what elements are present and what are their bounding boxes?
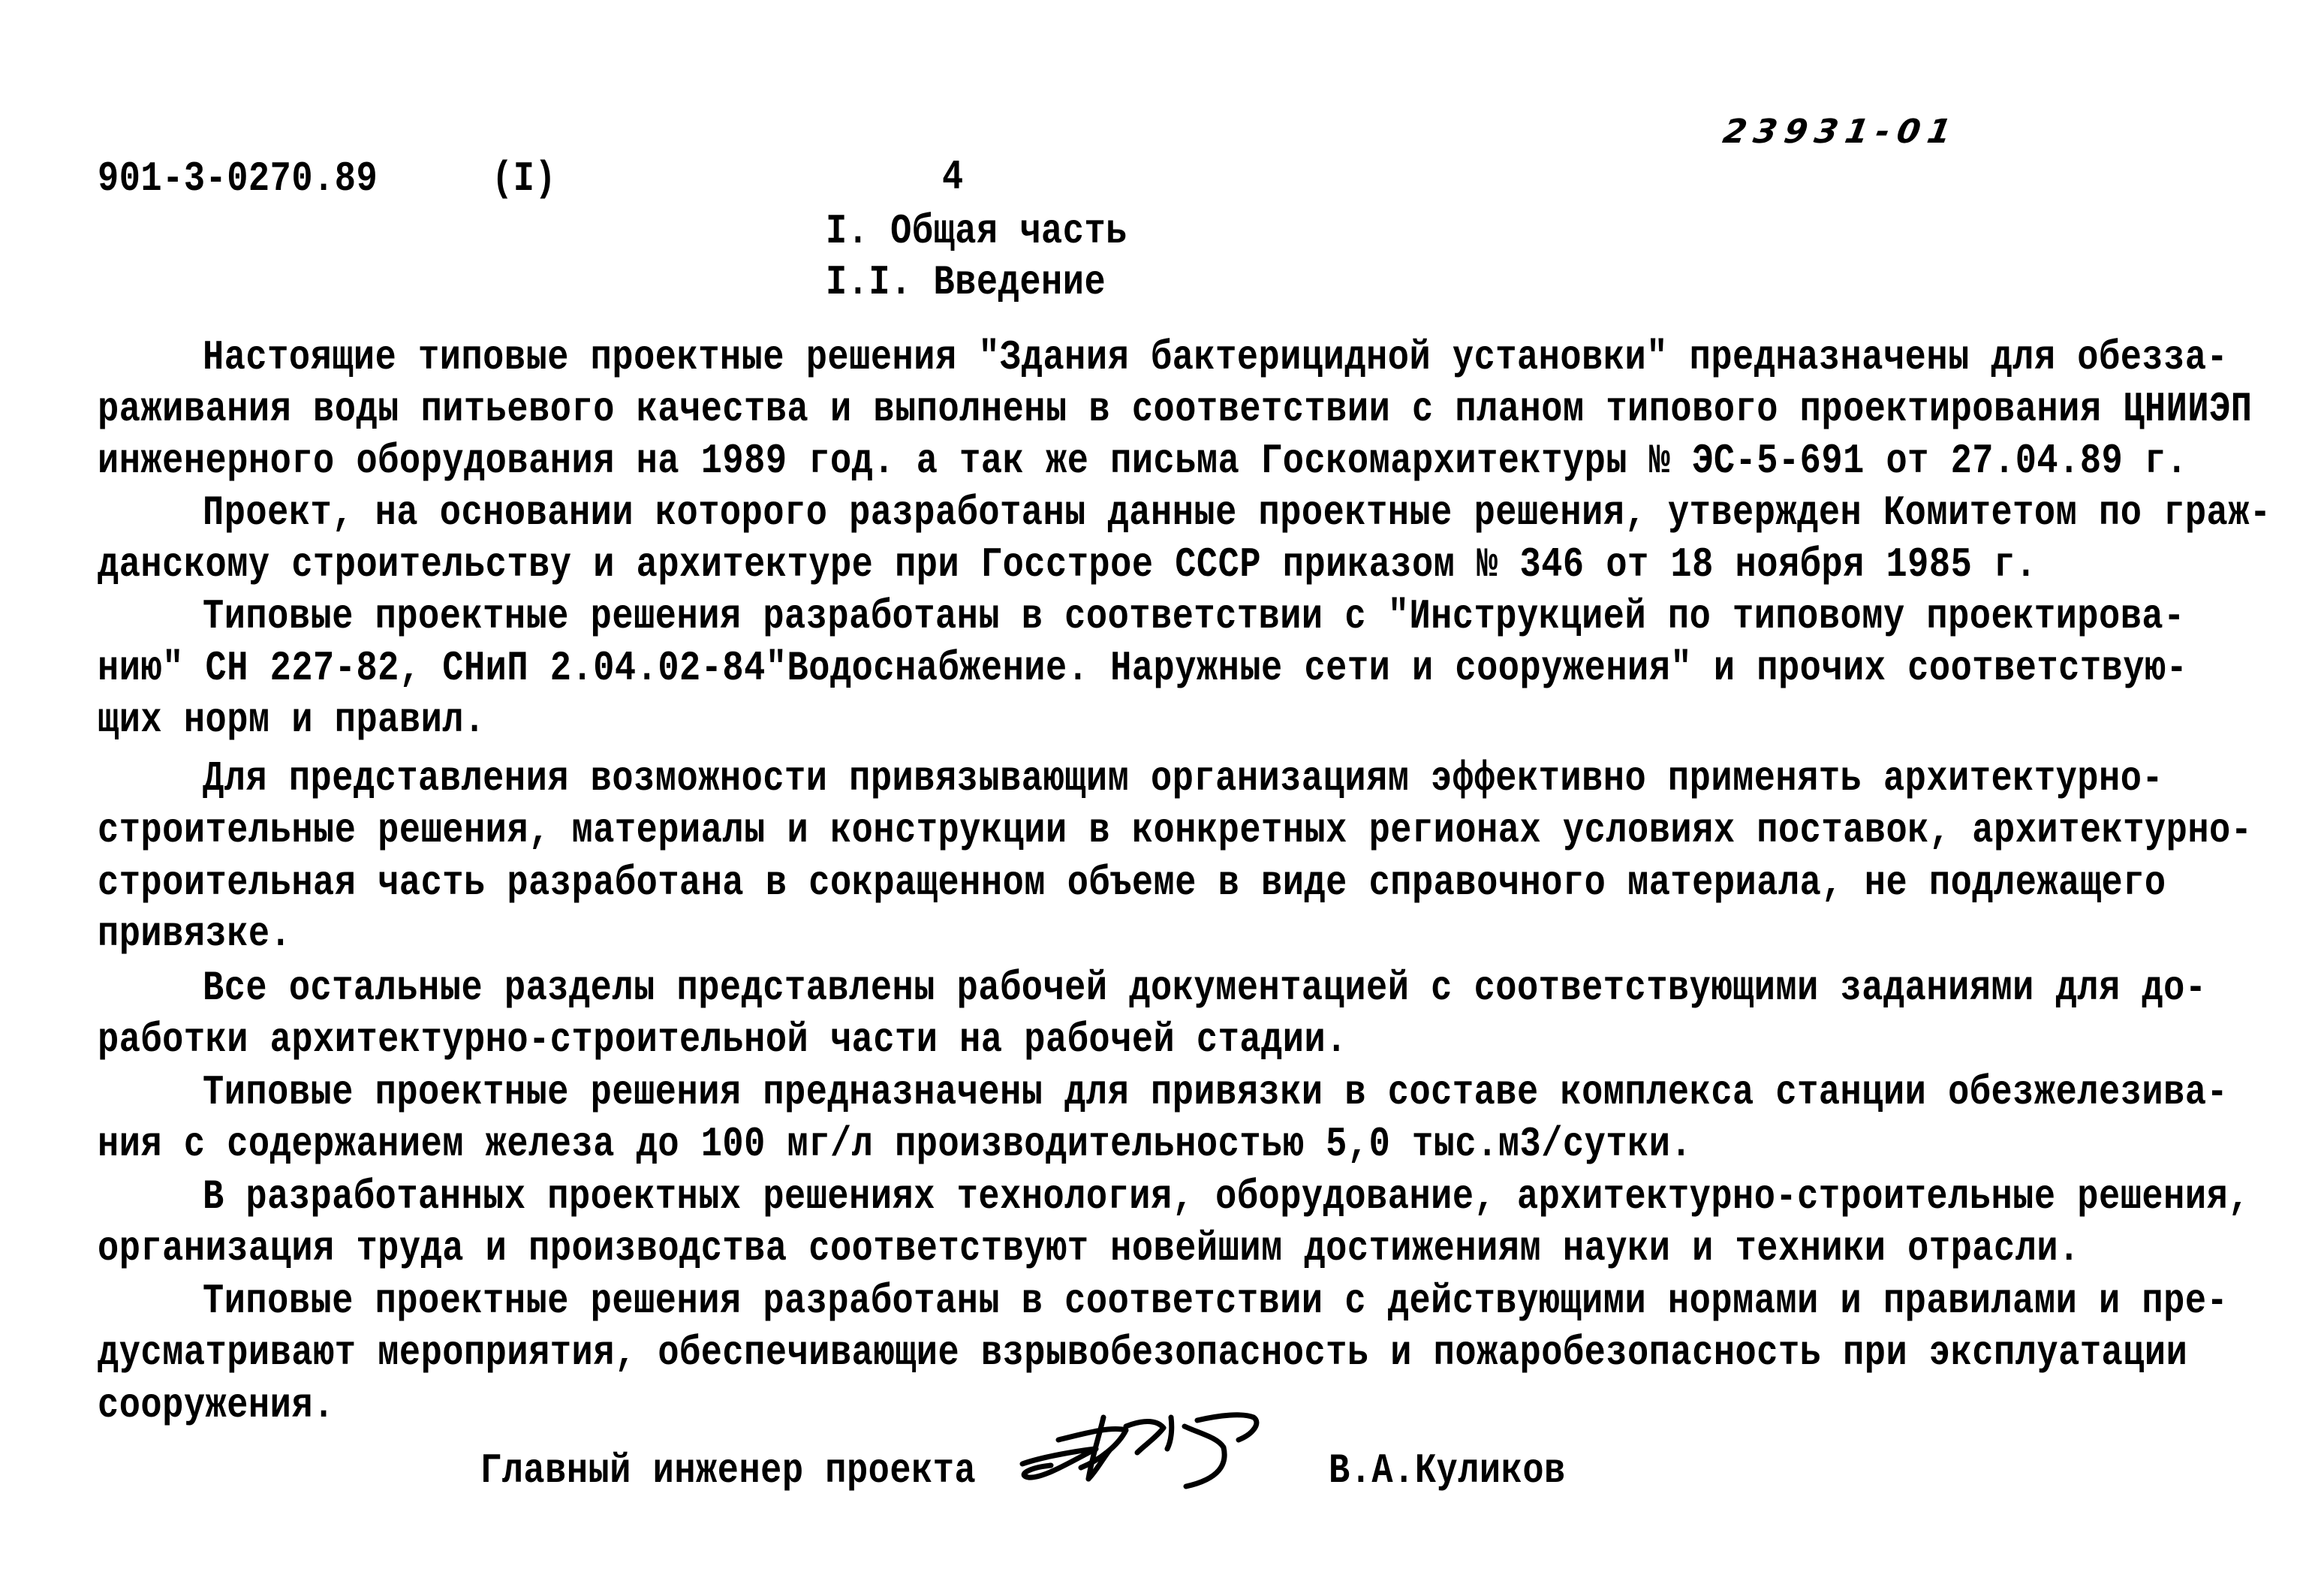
body-line: данскому строительству и архитектуре при Госстрое СССР приказом № 346 от 18 ноября 1985 г. [98,542,2037,589]
body-line: привязке. [98,911,292,959]
body-line: строительные решения, материалы и конструкции в конкретных регионах условиях поставок, архитектурно- [98,808,2253,855]
body-line: Для представления возможности привязывающим организациям эффективно применять архитектурно- [203,756,2164,803]
signature-icon [1013,1404,1284,1509]
signatory-name: В.А.Куликов [1329,1448,1566,1495]
body-line: Настоящие типовые проектные решения "Здания бактерицидной установки" предназначены для обезза- [203,335,2229,382]
body-line: сооружения. [98,1383,335,1430]
document-designation: 901-3-0270.89 [98,156,378,203]
subsection-title: I.I. Введение [826,260,1106,307]
body-line: строительная часть разработана в сокращенном объеме в виде справочного материала, не подлежащего [98,860,2166,908]
signatory-title: Главный инженер проекта [480,1448,977,1495]
body-line: Типовые проектные решения разработаны в соответствии с "Инструкцией по типовому проектирова- [203,594,2185,641]
body-line: Проект, на основании которого разработаны данные проектные решения, утвержден Комитетом по граж- [203,490,2271,538]
body-line: раживания воды питьевого качества и выполнены в соответствии с планом типового проектирования ЦНИИЭП [98,387,2253,434]
body-line: организация труда и производства соответствуют новейшим достижениям науки и техники отрасли. [98,1226,2080,1273]
page-number: 4 [942,155,964,202]
body-line: Типовые проектные решения предназначены для привязки в составе комплекса станции обезжелезива- [203,1070,2229,1117]
body-line: нию" СН 227-82, СНиП 2.04.02-84"Водоснабжение. Наружные сети и сооружения" и прочих соответствую- [98,646,2188,693]
body-line: щих норм и правил. [98,697,486,745]
inventory-number: 23931-01 [1720,113,1962,151]
section-title: I. Общая часть [826,209,1127,256]
body-line: ния с содержанием железа до 100 мг/л производительностью 5,0 тыс.м3/сутки. [98,1122,1693,1169]
body-line: В разработанных проектных решениях технология, оборудование, архитектурно-строительные решения, [203,1174,2250,1221]
body-line: Типовые проектные решения разработаны в соответствии с действующими нормами и правилами и пре- [203,1278,2229,1326]
body-line: Все остальные разделы представлены рабочей документацией с соответствующими заданиями для до- [203,965,2207,1013]
body-line: дусматривают мероприятия, обеспечивающие взрывобезопасность и пожаробезопасность при эксплуатации [98,1330,2188,1378]
body-line: инженерного оборудования на 1989 год. а так же письма Госкомархитектуры № ЭС-5-691 от 27.04.89 г. [98,438,2188,486]
album-number: (I) [492,156,557,203]
body-line: работки архитектурно-строительной части на рабочей стадии. [98,1017,1347,1065]
